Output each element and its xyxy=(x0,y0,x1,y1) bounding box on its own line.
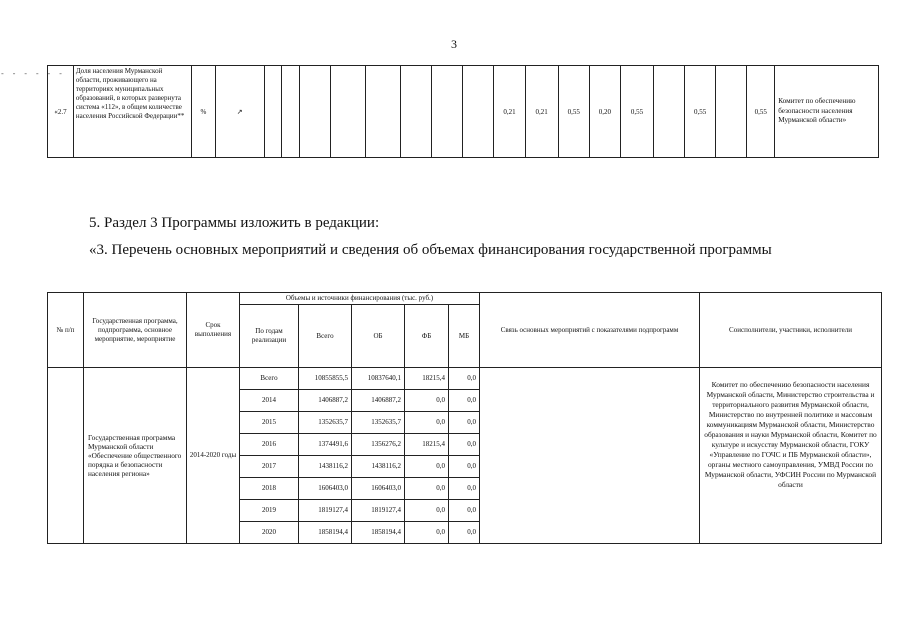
mb-cell: 0,0 xyxy=(449,500,480,522)
value-cell: 0,20 xyxy=(589,66,620,158)
ob-cell: 1606403,0 xyxy=(352,478,405,500)
fb-cell: 0,0 xyxy=(405,456,449,478)
year-cell: 2018 xyxy=(240,478,299,500)
header-ob: ОБ xyxy=(352,305,405,368)
header-program: Государственная программа, подпрограмма, основное мероприятие, мероприятие xyxy=(84,293,187,368)
mb-cell: 0,0 xyxy=(449,434,480,456)
total-cell: 1438116,2 xyxy=(299,456,352,478)
header-num: № п/п xyxy=(48,293,84,368)
table-row xyxy=(48,66,879,158)
header-executors: Соисполнители, участники, исполнители xyxy=(700,293,882,368)
ob-cell: 1356276,2 xyxy=(352,434,405,456)
program-name: Государственная программа Мурманской области «Обеспечение общественного порядка и безопасности населения региона» xyxy=(84,368,187,544)
indicator-table xyxy=(47,65,879,158)
page-number: 3 xyxy=(451,37,457,51)
link-cell xyxy=(480,368,700,544)
year-cell: 2019 xyxy=(240,500,299,522)
year-cell: 2017 xyxy=(240,456,299,478)
ob-cell: 1819127,4 xyxy=(352,500,405,522)
mb-cell: 0,0 xyxy=(449,522,480,544)
value-cell: 0,21 xyxy=(525,66,558,158)
ob-cell: 10837640,1 xyxy=(352,368,405,390)
mb-cell: 0,0 xyxy=(449,390,480,412)
value-cell xyxy=(716,66,747,158)
fb-cell: 0,0 xyxy=(405,500,449,522)
header-mb: МБ xyxy=(449,305,480,368)
ob-cell: 1406887,2 xyxy=(352,390,405,412)
fb-cell: 0,0 xyxy=(405,478,449,500)
header-link: Связь основных мероприятий с показателями подпрограмм xyxy=(480,293,700,368)
year-cell: Всего xyxy=(240,368,299,390)
mb-cell: 0,0 xyxy=(449,368,480,390)
header-finance: Объемы и источники финансирования (тыс. руб.) xyxy=(240,293,480,305)
fb-cell: 18215,4 xyxy=(405,368,449,390)
year-cell: 2014 xyxy=(240,390,299,412)
year-cell: 2015 xyxy=(240,412,299,434)
year-cell: 2020 xyxy=(240,522,299,544)
value-cell: 0,55 xyxy=(620,66,653,158)
mb-cell: 0,0 xyxy=(449,478,480,500)
total-cell: 1406887,2 xyxy=(299,390,352,412)
executors-cell: Комитет по обеспечению безопасности населения Мурманской области, Министерство строительства и территориального развития Мурманской области, Министерство по внутренней политике и массовым коммуникациям Мурманской области, Министерство образования и науки Мурманской области, Комитет по культуре и искусству Мурманской области, ГОКУ «Управление по ГОЧС и ПБ Мурманской области», органы местного самоуправления, УМВД России по Мурманской области, УФСИН России по Мурманской области xyxy=(700,368,882,544)
header-years: По годам реализации xyxy=(240,305,299,368)
indicator-name: Доля населения Мурманской области, проживающего на территориях муниципальных образований, в которых развернута система «112», в общем количестве населения Российской Федерации** xyxy=(73,66,191,158)
value-cell xyxy=(654,66,685,158)
header-row xyxy=(48,293,882,305)
table-row xyxy=(48,368,882,390)
fb-cell: 0,0 xyxy=(405,522,449,544)
header-total: Всего xyxy=(299,305,352,368)
mb-cell: 0,0 xyxy=(449,456,480,478)
section-paragraph: 5. Раздел 3 Программы изложить в редакции: xyxy=(89,215,380,231)
year-cell: 2016 xyxy=(240,434,299,456)
unit-cell: % xyxy=(192,66,216,158)
row-number: «2.7 xyxy=(48,66,74,158)
program-term: 2014-2020 годы xyxy=(187,368,240,544)
value-cell: 0,55 xyxy=(747,66,775,158)
trend-arrow: ↗ xyxy=(215,66,264,158)
ob-cell: 1438116,2 xyxy=(352,456,405,478)
mb-cell: 0,0 xyxy=(449,412,480,434)
header-term: Срок выполнения xyxy=(187,293,240,368)
fb-cell: 18215,4 xyxy=(405,434,449,456)
total-cell: 1819127,4 xyxy=(299,500,352,522)
section-heading: «3. Перечень основных мероприятий и сведения об объемах финансирования государственной программы xyxy=(89,242,772,258)
fb-cell: 0,0 xyxy=(405,412,449,434)
total-cell: 10855855,5 xyxy=(299,368,352,390)
total-cell: 1374491,6 xyxy=(299,434,352,456)
ob-cell: 1858194,4 xyxy=(352,522,405,544)
ob-cell: 1352635,7 xyxy=(352,412,405,434)
responsible-cell: Комитет по обеспечению безопасности населения Мурманской области» xyxy=(775,66,879,158)
total-cell: 1606403,0 xyxy=(299,478,352,500)
header-fb: ФБ xyxy=(405,305,449,368)
total-cell: 1352635,7 xyxy=(299,412,352,434)
financing-table xyxy=(47,292,882,544)
value-cell: 0,55 xyxy=(685,66,716,158)
cut-line: - - - - - - xyxy=(0,69,64,78)
value-cell: 0,55 xyxy=(558,66,589,158)
total-cell: 1858194,4 xyxy=(299,522,352,544)
fb-cell: 0,0 xyxy=(405,390,449,412)
value-cell: 0,21 xyxy=(494,66,525,158)
